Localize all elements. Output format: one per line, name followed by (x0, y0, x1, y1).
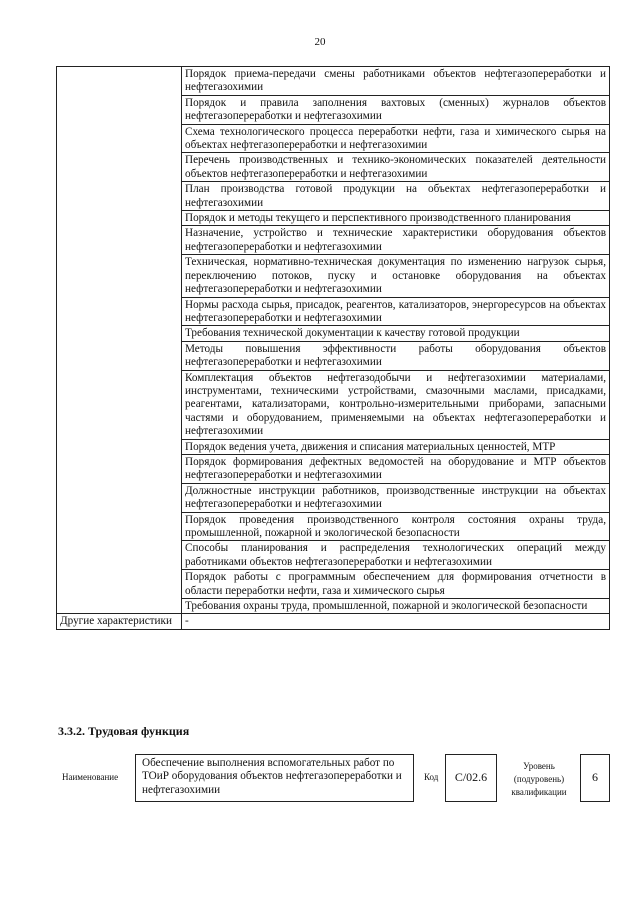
knowledge-item: Порядок проведения производственного контроля состояния охраны труда, промышленной, пожарной и экологической безопасности (182, 512, 610, 541)
knowledge-item: Порядок ведения учета, движения и списания материальных ценностей, МТР (182, 439, 610, 454)
knowledge-item: Порядок и правила заполнения вахтовых (сменных) журналов объектов нефтегазопереработки и нефтегазохимии (182, 95, 610, 124)
knowledge-row (57, 67, 610, 96)
knowledge-item: План производства готовой продукции на объектах нефтегазопереработки и нефтегазохимии (182, 182, 610, 211)
row-label-empty (57, 67, 182, 614)
qualification-level-box: 6 (580, 754, 610, 802)
knowledge-item: Способы планирования и распределения технологических операций между работниками объектов нефтегазопереработки и нефтегазохимии (182, 541, 610, 570)
knowledge-item: Должностные инструкции работников, производственные инструкции на объектах нефтегазопереработки и нефтегазохимии (182, 483, 610, 512)
knowledge-item: Перечень производственных и технико-экономических показателей деятельности объектов нефтегазопереработки и нефтегазохимии (182, 153, 610, 182)
knowledge-item: Схема технологического процесса переработки нефти, газа и химического сырья на объектах нефтегазопереработки и нефтегазохимии (182, 124, 610, 153)
knowledge-item: Требования технической документации к качеству готовой продукции (182, 326, 610, 341)
knowledge-item: Техническая, нормативно-техническая документация по изменению нагрузок сырья, переключению потоков, пуску и остановке оборудования на объектах нефтегазопереработки и нефтегазохимии (182, 255, 610, 297)
knowledge-item: Методы повышения эффективности работы оборудования объектов нефтегазопереработки и нефтегазохимии (182, 341, 610, 370)
code-value-box: С/02.6 (445, 754, 497, 802)
knowledge-item: Назначение, устройство и технические характеристики оборудования объектов нефтегазопереработки и нефтегазохимии (182, 226, 610, 255)
other-characteristics-label: Другие характеристики (57, 614, 182, 629)
knowledge-item: Порядок приема-передачи смены работниками объектов нефтегазопереработки и нефтегазохимии (182, 67, 610, 96)
labor-function-row (0, 754, 640, 804)
knowledge-item: Порядок формирования дефектных ведомостей на оборудование и МТР объектов нефтегазопереработки и нефтегазохимии (182, 454, 610, 483)
knowledge-item: Требования охраны труда, промышленной, пожарной и экологической безопасности (182, 599, 610, 614)
knowledge-item: Порядок и методы текущего и перспективного производственного планирования (182, 211, 610, 226)
function-name-box: Обеспечение выполнения вспомогательных работ по ТОиР оборудования объектов нефтегазопереработки и нефтегазохимии (135, 754, 414, 802)
knowledge-item: Порядок работы с программным обеспечением для формирования отчетности в области переработки нефти, газа и химического сырья (182, 570, 610, 599)
name-label: Наименование (62, 772, 119, 782)
other-characteristics-value: - (182, 614, 610, 629)
other-characteristics-row (57, 614, 610, 629)
code-label: Код (424, 772, 439, 782)
knowledge-item: Нормы расхода сырья, присадок, реагентов, катализаторов, энергоресурсов на объектах нефтегазопереработки и нефтегазохимии (182, 297, 610, 326)
page-number: 20 (314, 36, 326, 48)
knowledge-item: Комплектация объектов нефтегазодобычи и нефтегазохимии материалами, инструментами, техническими устройствами, смазочными маслами, присадками, реагентами, катализаторами, контрольно-измерительными приборами, запасными частями и оборудованием, применяемыми на объектах нефтегазопереработки и нефтегазохимии (182, 370, 610, 439)
qualification-level-label: Уровень (подуровень) квалификации (511, 761, 567, 797)
required-knowledge-table (56, 66, 610, 630)
section-heading: 3.3.2. Трудовая функция (58, 724, 190, 738)
